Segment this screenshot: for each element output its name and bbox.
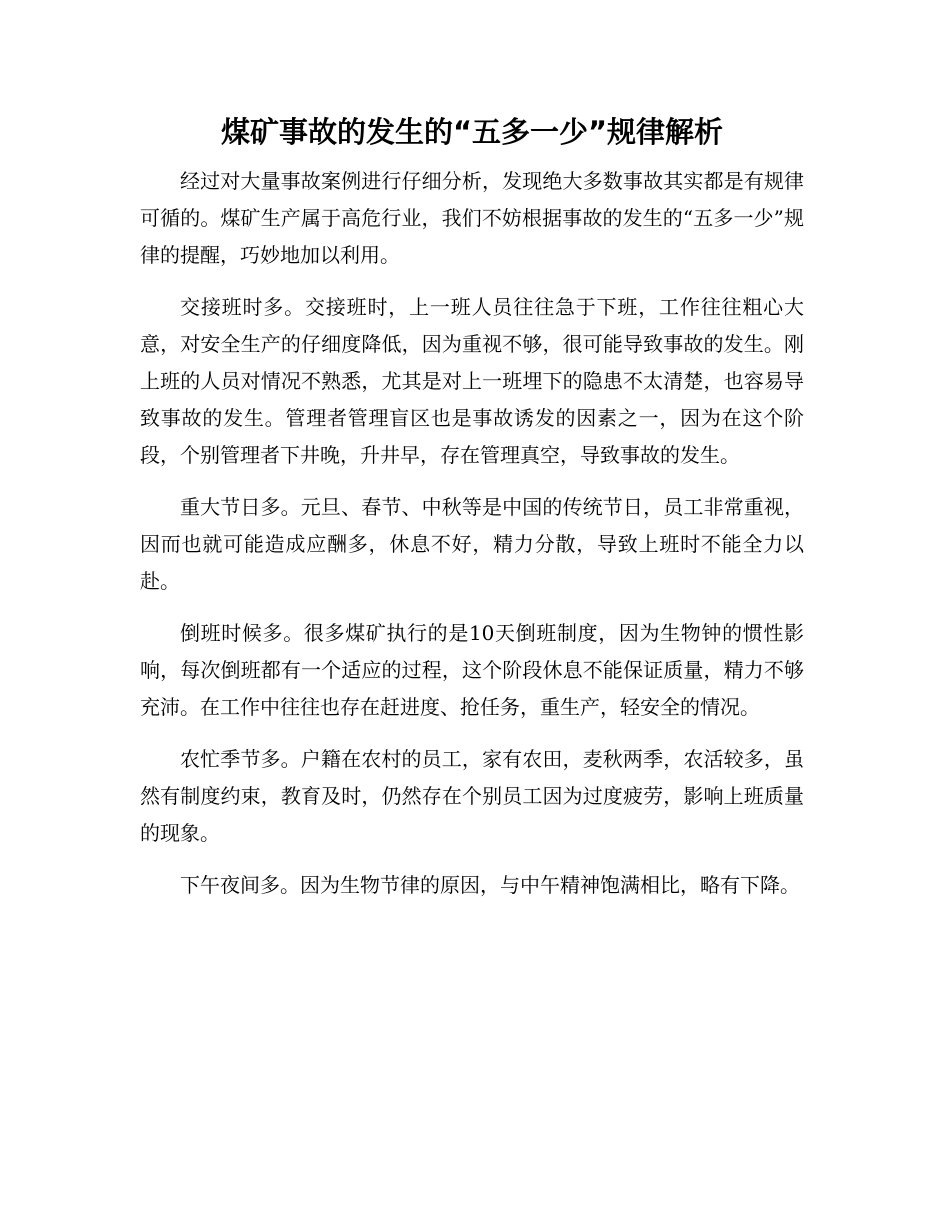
paragraph-shift-rotation: 倒班时候多。很多煤矿执行的是10天倒班制度，因为生物钟的惯性影响，每次倒班都有一个适应的过程，这个阶段休息不能保证质量，精力不够充沛。在工作中往往也存在赶进度、抢任务，重生产，轻安全的情况。 bbox=[140, 621, 804, 719]
document-body bbox=[140, 163, 804, 919]
paragraph-afternoon-night: 下午夜间多。因为生物节律的原因，与中午精神饱满相比，略有下降。 bbox=[180, 873, 800, 897]
document-title: 煤矿事故的发生的“五多一少”规律解析 bbox=[220, 115, 724, 149]
paragraph-intro: 经过对大量事故案例进行仔细分析，发现绝大多数事故其实都是有规律可循的。煤矿生产属于高危行业，我们不妨根据事故的发生的“五多一少”规律的提醒，巧妙地加以利用。 bbox=[140, 169, 804, 267]
paragraph-shift-handover: 交接班时多。交接班时，上一班人员往往急于下班，工作往往粗心大意，对安全生产的仔细度降低，因为重视不够，很可能导致事故的发生。刚上班的人员对情况不熟悉，尤其是对上一班埋下的隐患不太清楚，也容易导致事故的发生。管理者管理盲区也是事故诱发的因素之一，因为在这个阶段，个别管理者下井晚，升井早，存在管理真空，导致事故的发生。 bbox=[140, 295, 804, 467]
paragraph-farming-season: 农忙季节多。户籍在农村的员工，家有农田，麦秋两季，农活较多，虽然有制度约束，教育及时，仍然存在个别员工因为过度疲劳，影响上班质量的现象。 bbox=[140, 747, 804, 845]
paragraph-holidays: 重大节日多。元旦、春节、中秋等是中国的传统节日，员工非常重视，因而也就可能造成应酬多，休息不好，精力分散，导致上班时不能全力以赴。 bbox=[140, 495, 804, 593]
